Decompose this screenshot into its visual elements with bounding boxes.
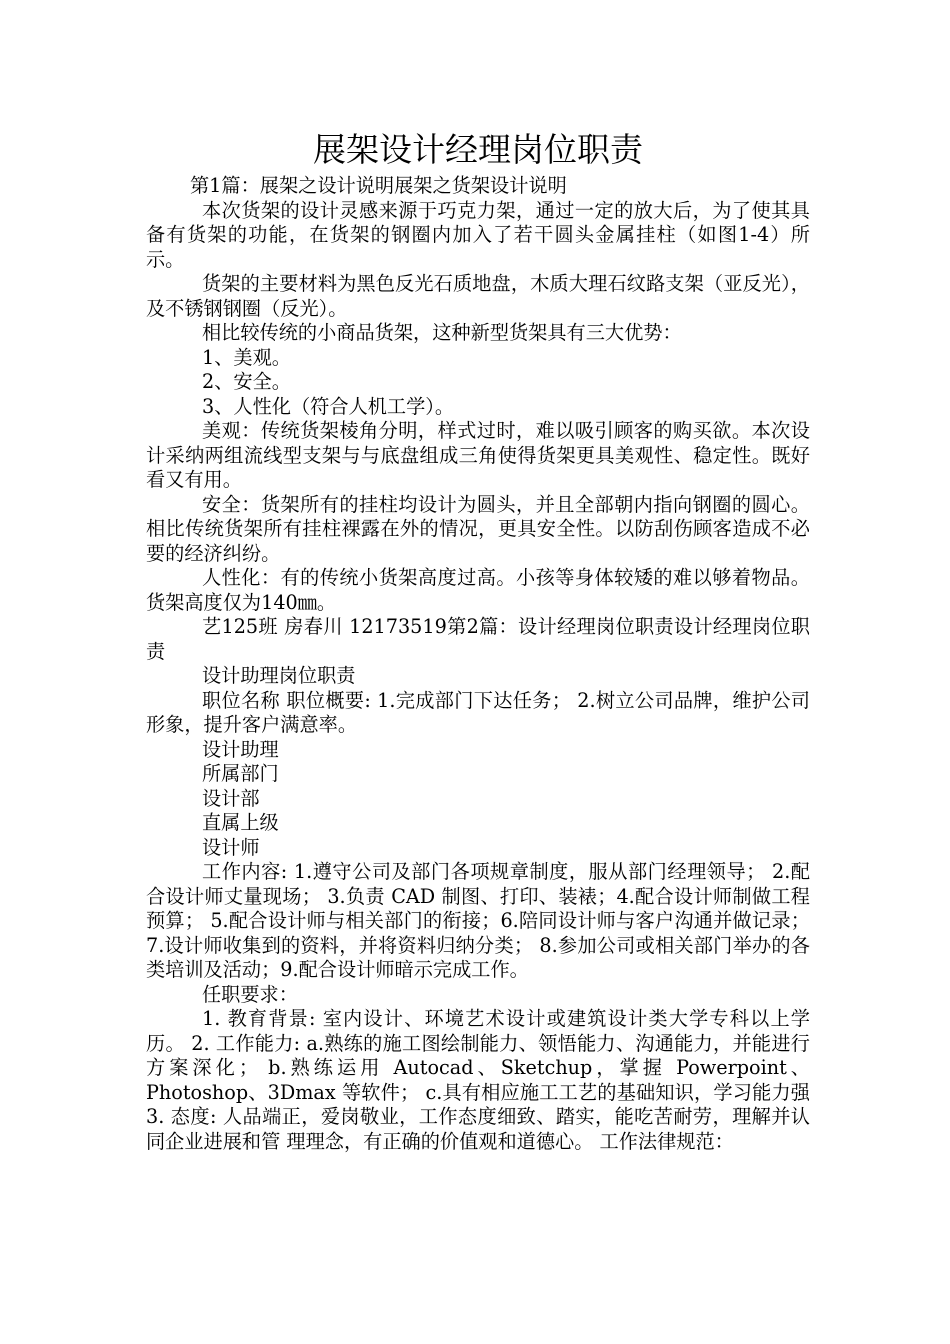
list-item: 2、安全。 [202,370,291,393]
paragraph: 本次货架的设计灵感来源于巧克力架，通过一定的放大后，为了使其具备有货架的功能，在货架的钢圈内加入了若干圆头金属挂柱（如图1-4）所示。 [146,198,810,271]
paragraph: 1. 教育背景: 室内设计、环境艺术设计或建筑设计类大学专科以上学历。 2. 工作能力: a.熟练的施工图绘制能力、领悟能力、沟通能力，并能进行方案深化； b.熟练运用 Autocad、Sketchup，掌握 Powerpoint、Photoshop、3Dmax 等软件； c.具有相应施工工艺的基础知识，学习能力强 3. 态度: 人品端正，爱岗敬业，工作态度细致、踏实，能吃苦耐劳，理解并认同企业进展和管 理理念，有正确的价值观和道德心。 工作法律规范： [146,1007,810,1153]
document-title: 展架设计经理岗位职责 [313,130,643,169]
paragraph: 安全：货架所有的挂柱均设计为圆头，并且全部朝内指向钢圈的圆心。相比传统货架所有挂柱裸露在外的情况，更具安全性。以防刮伤顾客造成不必要的经济纠纷。 [146,492,810,565]
paragraph: 艺125班 房春川 12173519第2篇：设计经理岗位职责设计经理岗位职责 [146,615,810,663]
section-heading: 任职要求： [202,982,298,1006]
paragraph: 相比较传统的小商品货架，这种新型货架具有三大优势： [202,321,682,344]
paragraph: 货架的主要材料为黑色反光石质地盘，木质大理石纹路支架（亚反光），及不锈钢钢圈（反光）。 [146,272,810,320]
paragraph: 美观：传统货架棱角分明，样式过时，难以吸引顾客的购买欲。本次设计采纳两组流线型支架与与底盘组成三角使得货架更具美观性、稳定性。既好看又有用。 [146,419,810,491]
paragraph: 工作内容: 1.遵守公司及部门各项规章制度，服从部门经理领导； 2.配合设计师丈量现场； 3.负责 CAD 制图、打印、装裱；4.配合设计师制做工程预算； 5.配合设计师与相关部门的衔接；6.陪同设计师与客户沟通并做记录； 7.设计师收集到的资料，并将资料归纳分类； 8.参加公司或相关部门举办的各类培训及活动；9.配合设计师暗示完成工作。 [146,860,810,981]
section-heading: 设计助理岗位职责 [202,664,356,687]
paragraph: 第1篇：展架之设计说明展架之货架设计说明 [190,174,567,197]
document-page [146,128,810,1154]
document-body [146,174,810,1154]
list-item: 3、人性化（符合人机工学）。 [202,394,455,418]
table-cell: 设计师 [202,835,260,859]
table-cell: 设计部 [202,786,260,810]
table-cell: 设计助理 [202,737,279,761]
paragraph: 人性化：有的传统小货架高度过高。小孩等身体较矮的难以够着物品。货架高度仅为140㎜。 [146,566,810,614]
table-cell: 直属上级 [202,811,279,834]
table-cell: 所属部门 [202,762,279,785]
paragraph: 职位名称 职位概要: 1.完成部门下达任务； 2.树立公司品牌，维护公司形象，提升客户满意率。 [146,688,810,736]
list-item: 1、美观。 [202,345,291,369]
